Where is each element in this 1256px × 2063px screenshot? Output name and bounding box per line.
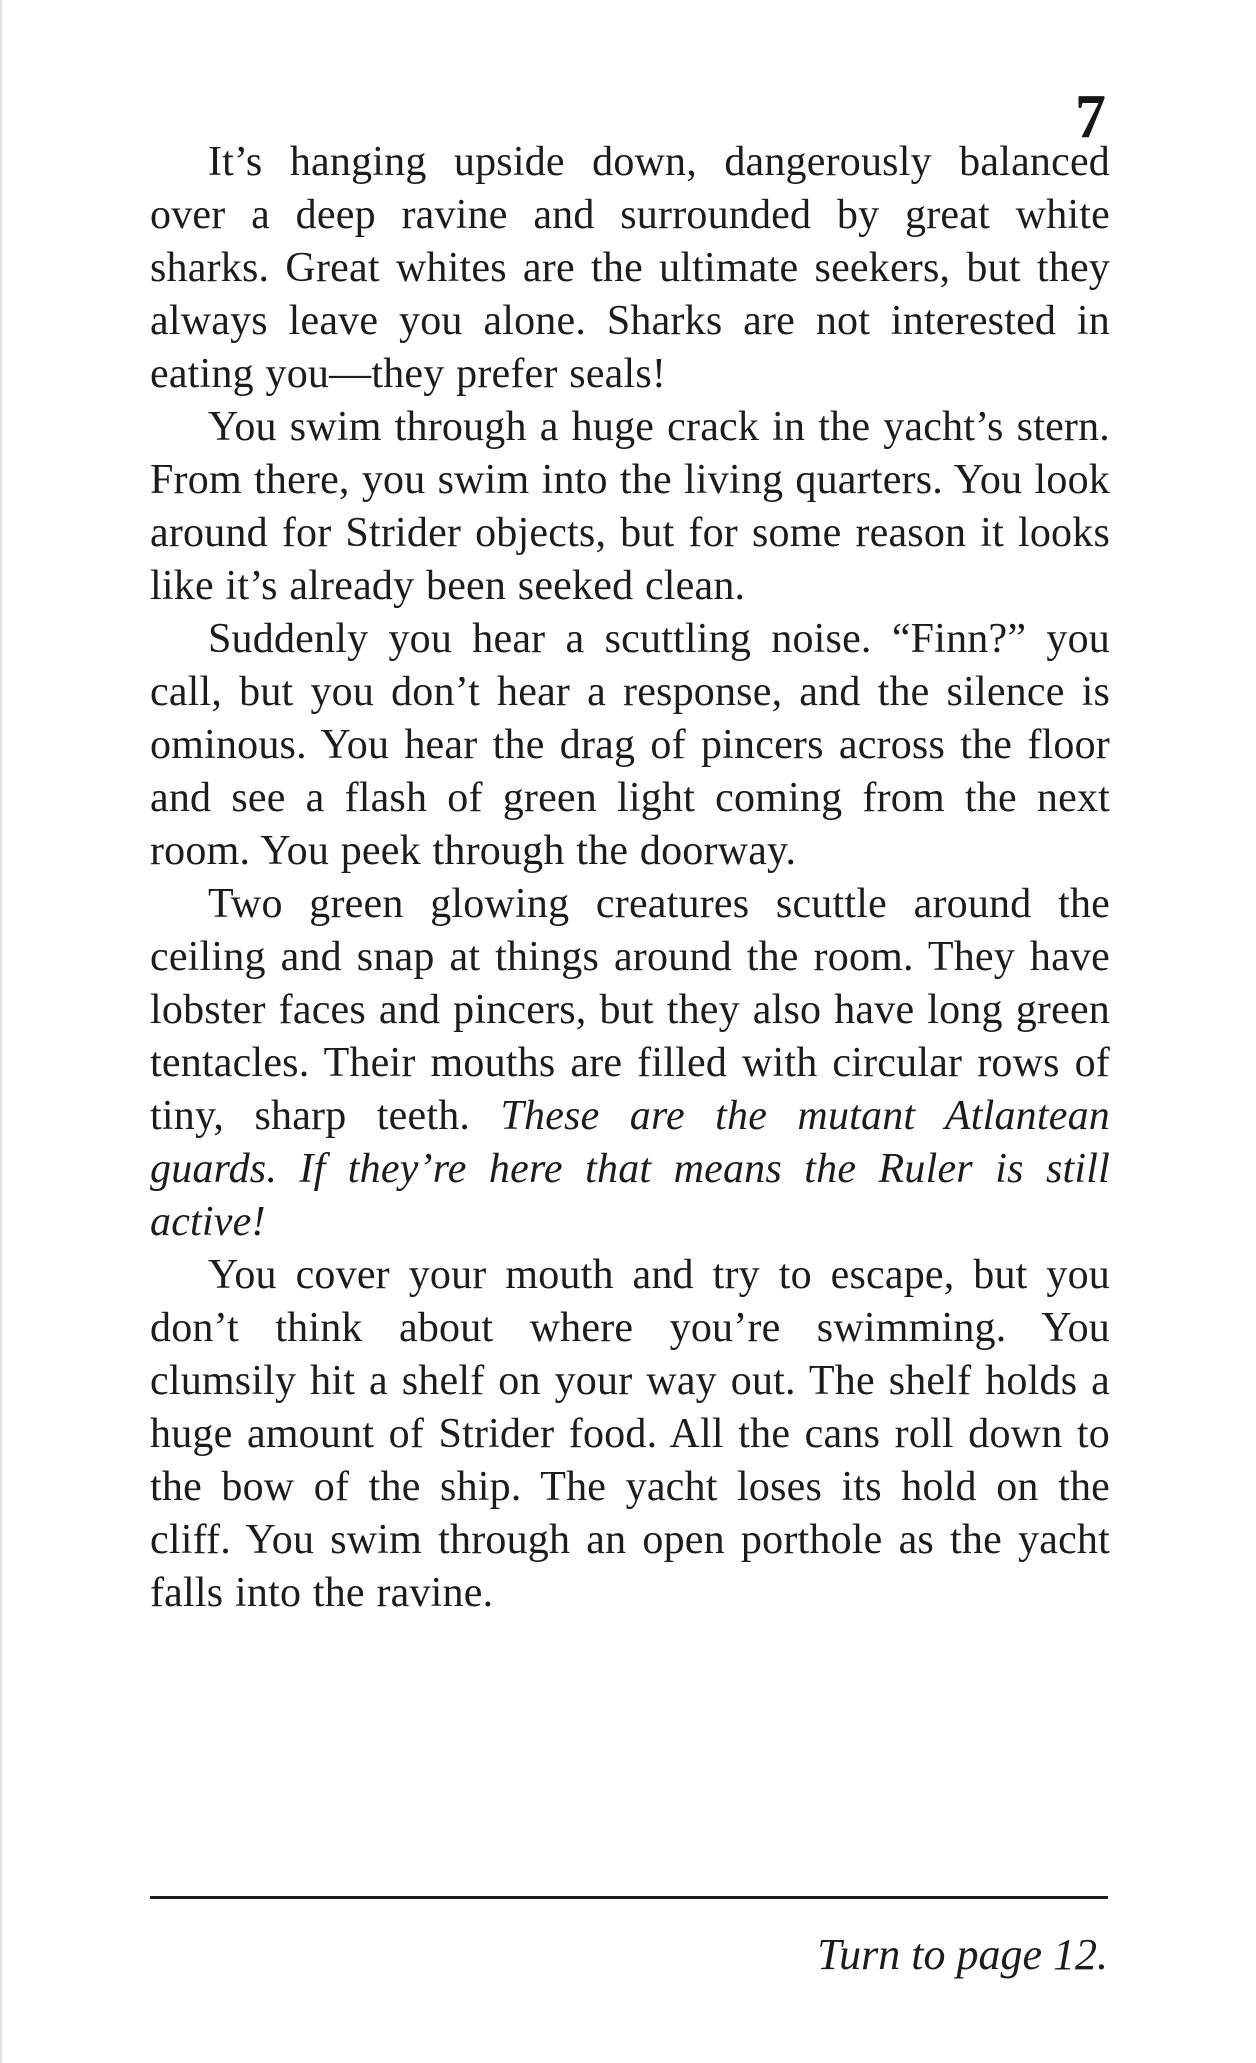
page-number: 7 — [1075, 83, 1106, 151]
paragraph — [150, 1249, 1110, 1620]
text-segment: You swim through a huge crack in the yacht’s stern. From there, you swim into the living quarters. You look around for Strider objects, but for some reason it looks like it’s already been seeked clean. — [150, 404, 1110, 609]
text-segment: Suddenly you hear a scuttling noise. “Finn?” you call, but you don’t hear a response, and the silence is ominous. You hear the drag of pincers across the floor and see a flash of green light coming from the next room. You peek through the doorway. — [150, 616, 1110, 874]
paragraph — [150, 878, 1110, 1249]
paragraph — [150, 401, 1110, 613]
paragraph — [150, 136, 1110, 401]
text-segment: Two green glowing creatures scuttle around the ceiling and snap at things around the room. They have lobster faces and pincers, but they also have long green tentacles. Their mouths are filled with circular rows of tiny, sharp teeth. — [150, 881, 1110, 1139]
italic-text-segment: These are the mutant Atlantean guards. If they’re here that means the Ruler is still active! — [150, 1093, 1110, 1245]
footer-divider — [150, 1896, 1108, 1899]
story-text — [150, 136, 1110, 1620]
text-segment: You cover your mouth and try to escape, but you don’t think about where you’re swimming. You clumsily hit a shelf on your way out. The shelf holds a huge amount of Strider food. All the cans roll down to the bow of the ship. The yacht loses its hold on the cliff. You swim through an open porthole as the yacht falls into the ravine. — [150, 1252, 1110, 1616]
turn-to-page-note: Turn to page 12. — [817, 1930, 1108, 1979]
paragraph — [150, 613, 1110, 878]
text-segment: It’s hanging upside down, dangerously balanced over a deep ravine and surrounded by great white sharks. Great whites are the ultimate seekers, but they always leave you alone. Sharks are not interested in eating you—they prefer seals! — [150, 139, 1110, 397]
page-edge-shadow — [0, 0, 4, 2063]
